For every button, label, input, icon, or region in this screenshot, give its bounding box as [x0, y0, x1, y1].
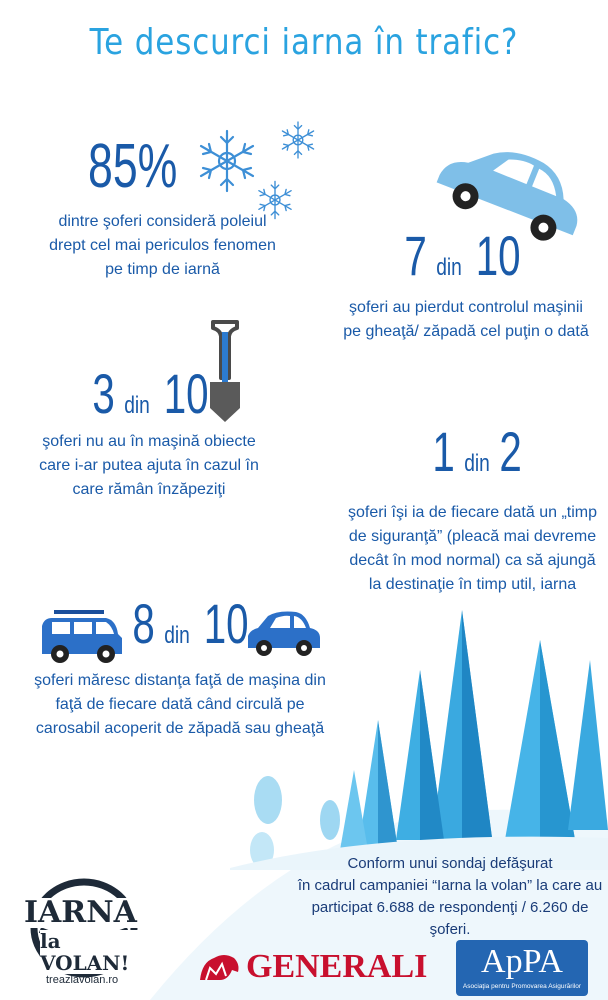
stat-85-description: dintre şoferi consideră poleiul drept cel mai periculos fenomen pe timp de iarnă — [49, 213, 276, 278]
generali-logo: GENERALI — [196, 946, 446, 988]
stat-7-of-10-description: şoferi au pierdut controlul maşinii pe gheaţă/ zăpadă cel puţin o dată — [343, 299, 589, 340]
lion-icon — [196, 950, 242, 984]
survey-footnote: Conform unui sondaj defăşurat în cadrul campaniei “Iarna la volan” la care au participat 6.688 de respondenţi / 6.260 de şoferi. — [297, 855, 603, 938]
stat-85-value: 85% — [88, 132, 178, 201]
campaign-url: treazlavolan.ro — [46, 974, 119, 986]
stat-3-of-10-description: şoferi nu au în maşină obiecte care i-ar putea ajuta în cazul în care rămân înzăpeziţi — [39, 433, 259, 498]
appa-logo: ApPA Asociaţia pentru Promovarea Asigurărilor — [456, 940, 588, 996]
iarna-la-volan-logo: IARNA la VOLAN! treazlavolan.ro — [18, 868, 156, 992]
stat-1-of-2-value: 1 din 2 — [432, 420, 522, 483]
stat-7-of-10-value: 7 din 10 — [404, 224, 521, 287]
stat-1-of-2-description: şoferi îşi ia de fiecare dată un „timp de siguranţă” (pleacă mai devreme decât în mod normal) ca să ajungă la destinaţie în timp util, iarna — [347, 504, 597, 593]
page-title: Te descurci iarna în trafic? — [89, 22, 519, 63]
stat-8-of-10-value: 8 din 10 — [132, 592, 249, 655]
stat-8-of-10-description: şoferi măresc distanţa faţă de maşina din faţă de fiecare dată când circulă pe carosabil acoperit de zăpadă sau gheaţă — [34, 672, 326, 737]
stat-3-of-10-value: 3 din 10 — [92, 362, 209, 425]
